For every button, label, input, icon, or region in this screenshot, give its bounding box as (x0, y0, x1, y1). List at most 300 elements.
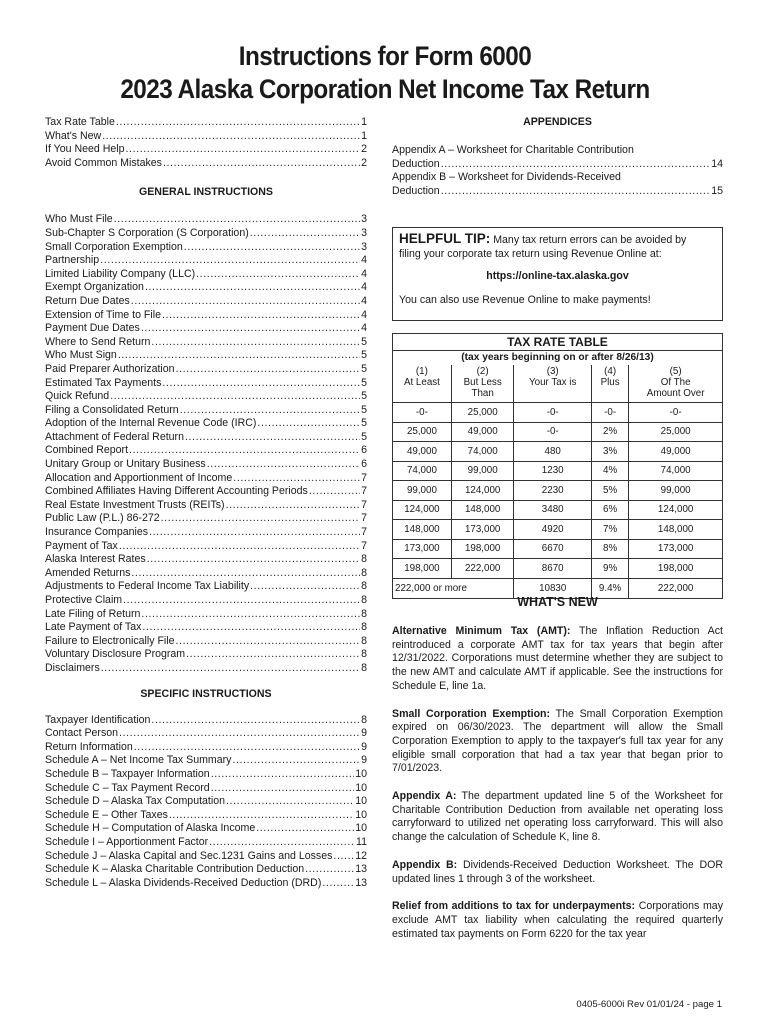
leader-dots (131, 295, 360, 309)
table-header-row (393, 365, 722, 403)
toc-entry-label: Contact Person (45, 727, 119, 740)
leader-dots (131, 567, 360, 581)
toc-entry[interactable] (45, 741, 367, 755)
toc-entry[interactable] (45, 281, 367, 295)
toc-entry[interactable] (45, 309, 367, 323)
toc-entry-page: 5 (361, 390, 367, 403)
appendices-heading: APPENDICES (523, 116, 592, 128)
table-cell: 1230 (514, 461, 591, 481)
tip-footer: You can also use Revenue Online to make payments! (399, 294, 651, 306)
table-row (393, 481, 722, 501)
table-cell: 124,000 (451, 481, 514, 501)
table-body (393, 403, 722, 598)
toc-entry-page: 4 (361, 281, 367, 294)
toc-entry-label: Combined Affiliates Having Different Accounting Periods (45, 485, 308, 498)
table-row (393, 539, 722, 559)
toc-entry[interactable] (45, 377, 367, 391)
toc-entry-page: 3 (361, 240, 367, 253)
table-cell: 198,000 (451, 539, 514, 559)
table-cell: 25,000 (393, 422, 451, 442)
title-line-1: Instructions for Form 6000 (238, 41, 532, 71)
table-cell: 49,000 (451, 422, 514, 442)
toc-entry-page: 1 (361, 116, 367, 128)
table-cell: -0- (514, 422, 591, 442)
toc-entry-page: 8 (361, 594, 367, 606)
toc-entry-label: Schedule L – Alaska Dividends-Received Deduction (DRD) (45, 876, 322, 889)
toc-entry[interactable] (45, 213, 367, 227)
leader-dots (186, 648, 360, 662)
leader-dots (116, 116, 360, 130)
revenue-online-link[interactable]: https://online-tax.alaska.gov (486, 270, 629, 282)
table-cell: 99,000 (451, 461, 514, 481)
toc-entry-page: 3 (361, 213, 367, 226)
toc-entry-label: Who Must File (45, 213, 113, 226)
toc-entry-page: 7 (361, 485, 367, 498)
table-cell: 5% (591, 481, 628, 501)
table-row (393, 422, 722, 442)
table-of-contents (45, 116, 367, 890)
table-row (393, 500, 722, 520)
table-cell: 148,000 (393, 520, 451, 540)
table-cell: 25,000 (451, 403, 514, 423)
table-cell: 25,000 (629, 422, 722, 442)
toc-entry-page: 7 (361, 512, 367, 525)
toc-entry-page: 5 (361, 403, 367, 416)
toc-entry[interactable] (45, 472, 367, 486)
toc-entry-page: 13 (355, 863, 367, 876)
toc-entry-page: 7 (361, 498, 367, 511)
toc-entry[interactable] (45, 363, 367, 377)
whats-new-paragraph (392, 859, 723, 886)
whats-new-paragraph (392, 708, 723, 777)
toc-entry-page: 5 (361, 376, 367, 389)
toc-entry-label: Tax Rate Table (45, 116, 115, 128)
appendix-b-page: 15 (711, 184, 723, 197)
toc-entry-label: Attachment of Federal Return (45, 430, 184, 443)
toc-entry-page: 4 (361, 322, 367, 335)
leader-dots (196, 268, 360, 282)
toc-entry[interactable] (45, 782, 367, 796)
toc-entry-label: Schedule D – Alaska Tax Computation (45, 795, 226, 808)
toc-entry-page: 3 (361, 226, 367, 239)
tip-text-2: filing your corporate tax return using Revenue Online at: (399, 248, 662, 260)
toc-entry-page: 4 (361, 267, 367, 280)
toc-entry[interactable] (45, 512, 367, 526)
paragraph-text: Corporations may exclude AMT tax liability when calculating the required quarterly estimated tax payments on Form 6220 for the tax year (392, 900, 723, 940)
column-header: (1) At Least (393, 365, 451, 403)
toc-entry-page: 8 (361, 713, 367, 726)
toc-entry[interactable] (45, 567, 367, 581)
toc-entry-page: 1 (361, 129, 367, 142)
toc-entry-page: 8 (361, 621, 367, 634)
toc-entry[interactable] (45, 580, 367, 594)
toc-entry[interactable] (45, 268, 367, 282)
toc-entry-page: 10 (355, 781, 367, 794)
whats-new-paragraph (392, 790, 723, 845)
toc-entry-label: Where to Send Return (45, 335, 151, 348)
toc-entry-label: If You Need Help (45, 143, 125, 156)
toc-entry-label: Estimated Tax Payments (45, 376, 162, 389)
toc-entry[interactable] (45, 648, 367, 662)
toc-entry[interactable] (45, 836, 367, 850)
whats-new-heading: WHAT'S NEW (517, 595, 598, 609)
table-cell: 74,000 (451, 442, 514, 462)
toc-entry[interactable] (45, 594, 367, 608)
toc-entry-page: 10 (355, 795, 367, 808)
toc-entry-page: 13 (355, 876, 367, 889)
toc-entry[interactable] (45, 850, 367, 864)
whats-new-section (392, 595, 723, 955)
toc-entry-page: 2 (361, 156, 367, 169)
paragraph-lead: Small Corporation Exemption: (392, 707, 551, 720)
leader-dots (126, 143, 361, 157)
toc-entry-label: Return Information (45, 740, 133, 753)
toc-entry[interactable] (45, 822, 367, 836)
tax-rate-grid (393, 365, 722, 598)
toc-entry-page: 9 (361, 740, 367, 753)
leader-dots (114, 213, 360, 227)
toc-entry[interactable] (45, 254, 367, 268)
tax-rate-table-title: TAX RATE TABLE (393, 334, 722, 351)
leader-dots (305, 863, 354, 877)
toc-entry-label: Schedule K – Alaska Charitable Contribution Deduction (45, 863, 305, 876)
toc-entry[interactable] (45, 714, 367, 728)
toc-entry-page: 2 (361, 143, 367, 156)
toc-entry-page: 11 (356, 835, 367, 848)
toc-entry-label: Payment Due Dates (45, 322, 140, 335)
toc-entry-label: Adjustments to Federal Income Tax Liability (45, 580, 250, 593)
table-cell: 198,000 (393, 559, 451, 579)
table-cell: 49,000 (393, 442, 451, 462)
leader-dots (257, 417, 360, 431)
toc-entry-page: 4 (361, 294, 367, 307)
table-cell: 4920 (514, 520, 591, 540)
table-cell: 99,000 (393, 481, 451, 501)
toc-entry-page: 8 (361, 661, 367, 674)
leader-dots (184, 241, 360, 255)
toc-entry[interactable] (45, 662, 367, 676)
toc-entry-label: Schedule E – Other Taxes (45, 808, 168, 821)
leader-dots (129, 444, 360, 458)
toc-entry-label: Limited Liability Company (LLC) (45, 267, 196, 280)
tip-text-1: Many tax return errors can be avoided by (493, 234, 687, 246)
leader-dots (169, 809, 354, 823)
table-cell: -0- (629, 403, 722, 423)
toc-entry-label: Schedule B – Taxpayer Information (45, 767, 210, 780)
toc-specific-list (45, 714, 367, 891)
table-cell: 222,000 or more (393, 578, 514, 598)
leader-dots (163, 157, 360, 171)
appendix-b-label: Deduction (392, 184, 440, 197)
toc-entry-label: Late Filing of Return (45, 607, 141, 620)
table-cell: -0- (591, 403, 628, 423)
toc-entry-label: Partnership (45, 254, 100, 267)
toc-entry-label: Schedule I – Apportionment Factor (45, 835, 209, 848)
toc-entry-page: 7 (361, 526, 367, 539)
leader-dots (119, 540, 360, 554)
leader-dots (151, 714, 360, 728)
toc-top-list (45, 116, 367, 170)
toc-entry-label: Exempt Organization (45, 281, 144, 294)
leader-dots (441, 185, 711, 199)
table-cell: 99,000 (629, 481, 722, 501)
toc-entry-page: 10 (355, 808, 367, 821)
leader-dots (161, 512, 360, 526)
leader-dots (149, 526, 360, 540)
table-cell: 480 (514, 442, 591, 462)
toc-entry-page: 5 (361, 417, 367, 430)
toc-entry-label: Disclaimers (45, 661, 100, 674)
toc-entry-label: Voluntary Disclosure Program (45, 648, 186, 661)
leader-dots (207, 458, 360, 472)
toc-entry[interactable] (45, 877, 367, 891)
toc-entry-label: Quick Refund (45, 390, 110, 403)
toc-entry-label: Allocation and Apportionment of Income (45, 471, 233, 484)
leader-dots (180, 404, 360, 418)
leader-dots (118, 349, 360, 363)
toc-entry-page: 4 (361, 254, 367, 267)
appendix-a-entry (392, 158, 723, 172)
toc-entry-label: Return Due Dates (45, 294, 130, 307)
leader-dots (209, 836, 355, 850)
leader-dots (100, 254, 360, 268)
toc-entry[interactable] (45, 621, 367, 635)
table-cell: -0- (514, 403, 591, 423)
toc-entry-label: Amended Returns (45, 566, 131, 579)
page-footer: 0405-6000i Rev 01/01/24 - page 1 (576, 999, 722, 1010)
leader-dots (101, 662, 360, 676)
toc-entry-label: Avoid Common Mistakes (45, 156, 162, 169)
table-cell: 6% (591, 500, 628, 520)
toc-entry-label: Extension of Time to File (45, 308, 161, 321)
leader-dots (226, 795, 354, 809)
table-cell: 10830 (514, 578, 591, 598)
toc-entry[interactable] (45, 540, 367, 554)
paragraph-lead: Relief from additions to tax for underpayments: (392, 900, 636, 913)
toc-entry[interactable] (45, 417, 367, 431)
whats-new-paragraph (392, 900, 723, 941)
paragraph-lead: Appendix A: (392, 790, 457, 803)
table-cell: 49,000 (629, 442, 722, 462)
column-header: (4) Plus (591, 365, 628, 403)
table-cell: 9.4% (591, 578, 628, 598)
toc-entry-page: 10 (355, 767, 367, 780)
toc-entry[interactable] (45, 295, 367, 309)
paragraph-text: Dividends-Received Deduction Worksheet. The DOR updated lines 1 through 3 of the worksheet. (392, 858, 723, 885)
leader-dots (250, 580, 360, 594)
table-cell: 74,000 (629, 461, 722, 481)
toc-entry-label: Unitary Group or Unitary Business (45, 458, 206, 471)
toc-entry-page: 7 (361, 471, 367, 484)
title-line-2: 2023 Alaska Corporation Net Income Tax Return (120, 74, 650, 104)
leader-dots (142, 621, 360, 635)
toc-entry-page: 7 (361, 539, 367, 552)
toc-entry-label: Combined Report (45, 444, 129, 457)
toc-entry-label: Schedule H – Computation of Alaska Income (45, 822, 256, 835)
toc-entry[interactable] (45, 809, 367, 823)
toc-entry-label: Who Must Sign (45, 349, 117, 362)
toc-entry[interactable] (45, 499, 367, 513)
toc-entry-label: Schedule J – Alaska Capital and Sec.1231 Gains and Losses (45, 849, 333, 862)
toc-entry[interactable] (45, 458, 367, 472)
toc-entry[interactable] (45, 444, 367, 458)
toc-entry-label: Failure to Electronically File (45, 634, 175, 647)
toc-entry-page: 5 (361, 335, 367, 348)
toc-entry-page: 6 (361, 458, 367, 471)
toc-general-list (45, 213, 367, 675)
toc-entry-label: Alaska Interest Rates (45, 553, 146, 566)
table-cell: 173,000 (451, 520, 514, 540)
leader-dots (110, 390, 360, 404)
table-cell: 124,000 (393, 500, 451, 520)
table-row (393, 442, 722, 462)
leader-dots (147, 553, 360, 567)
toc-entry[interactable] (45, 116, 367, 130)
table-row (393, 461, 722, 481)
toc-entry-label: Real Estate Investment Trusts (REITs) (45, 498, 225, 511)
leader-dots (141, 608, 360, 622)
appendix-a-label: Deduction (392, 157, 440, 170)
toc-entry[interactable] (45, 143, 367, 157)
toc-entry[interactable] (45, 754, 367, 768)
toc-entry-page: 4 (361, 308, 367, 321)
specific-instructions-heading: SPECIFIC INSTRUCTIONS (140, 687, 272, 700)
toc-entry-page: 8 (361, 634, 367, 647)
toc-entry[interactable] (45, 390, 367, 404)
table-cell: 74,000 (393, 461, 451, 481)
column-header: (5) Of The Amount Over (629, 365, 722, 403)
toc-entry[interactable] (45, 635, 367, 649)
table-row (393, 559, 722, 579)
toc-entry-label: Adoption of the Internal Revenue Code (IRC) (45, 417, 257, 430)
toc-entry[interactable] (45, 404, 367, 418)
toc-entry[interactable] (45, 795, 367, 809)
toc-entry-page: 5 (361, 430, 367, 443)
table-cell: 6670 (514, 539, 591, 559)
toc-entry-page: 8 (361, 580, 367, 593)
leader-dots (333, 850, 354, 864)
appendix-a-line-1: Appendix A – Worksheet for Charitable Contribution (392, 144, 634, 156)
leader-dots (211, 782, 355, 796)
leader-dots (176, 363, 361, 377)
toc-entry[interactable] (45, 227, 367, 241)
toc-entry-label: Small Corporation Exemption (45, 240, 183, 253)
leader-dots (250, 227, 360, 241)
leader-dots (162, 377, 360, 391)
toc-entry[interactable] (45, 768, 367, 782)
table-cell: 222,000 (629, 578, 722, 598)
table-cell: 148,000 (451, 500, 514, 520)
table-cell: 7% (591, 520, 628, 540)
whats-new-items (392, 625, 723, 941)
paragraph-text: The Small Corporation Exemption expired on 06/30/2023. The department will allow the Small Corporation Exemption to apply to the taxpayer's full tax year for any eligible small corporation that had a tax year that began prior to 7/01/2023. (392, 707, 724, 775)
tax-rate-table (392, 333, 723, 599)
leader-dots (309, 485, 360, 499)
toc-entry[interactable] (45, 322, 367, 336)
table-cell: 198,000 (629, 559, 722, 579)
leader-dots (233, 472, 360, 486)
table-cell: 222,000 (451, 559, 514, 579)
toc-entry-label: Schedule C – Tax Payment Record (45, 781, 210, 794)
toc-entry[interactable] (45, 553, 367, 567)
table-row (393, 520, 722, 540)
table-cell: 3480 (514, 500, 591, 520)
toc-entry-page: 12 (355, 849, 367, 862)
toc-entry-page: 9 (361, 727, 367, 740)
table-cell: 3% (591, 442, 628, 462)
column-header: (2) But Less Than (451, 365, 514, 403)
toc-entry[interactable] (45, 485, 367, 499)
table-cell: 2% (591, 422, 628, 442)
tax-rate-table-subtitle: (tax years beginning on or after 8/26/13) (461, 352, 654, 363)
table-cell: 9% (591, 559, 628, 579)
appendices (392, 116, 723, 198)
toc-entry[interactable] (45, 157, 367, 171)
toc-entry-label: Public Law (P.L.) 86-272 (45, 512, 160, 525)
column-header: (3) Your Tax is (514, 365, 591, 403)
toc-entry-page: 8 (361, 648, 367, 661)
page-title (39, 40, 732, 106)
toc-entry[interactable] (45, 727, 367, 741)
toc-entry-label: Sub-Chapter S Corporation (S Corporation) (45, 226, 249, 239)
toc-entry[interactable] (45, 349, 367, 363)
toc-entry-page: 5 (361, 349, 367, 362)
toc-entry[interactable] (45, 526, 367, 540)
table-cell: 8670 (514, 559, 591, 579)
leader-dots (226, 499, 361, 513)
tip-heading: HELPFUL TIP: (399, 231, 491, 246)
toc-entry[interactable] (45, 336, 367, 350)
toc-entry-label: Protective Claim (45, 594, 123, 606)
toc-entry-label: Late Payment of Tax (45, 621, 142, 634)
leader-dots (441, 158, 711, 172)
table-cell: 173,000 (629, 539, 722, 559)
leader-dots (102, 130, 360, 144)
toc-entry[interactable] (45, 608, 367, 622)
toc-entry-label: Schedule A – Net Income Tax Summary (45, 754, 232, 767)
general-instructions-heading: GENERAL INSTRUCTIONS (139, 186, 273, 199)
toc-entry-label: Insurance Companies (45, 526, 149, 539)
leader-dots (185, 431, 360, 445)
leader-dots (145, 281, 360, 295)
table-cell: 173,000 (393, 539, 451, 559)
toc-entry[interactable] (45, 863, 367, 877)
toc-entry-page: 9 (361, 754, 367, 767)
appendix-b-line-1: Appendix B – Worksheet for Dividends-Received (392, 171, 621, 184)
table-cell: -0- (393, 403, 451, 423)
leader-dots (162, 309, 360, 323)
leader-dots (151, 336, 360, 350)
appendix-b-entry (392, 185, 723, 199)
toc-entry-label: Filing a Consolidated Return (45, 403, 179, 416)
leader-dots (256, 822, 354, 836)
toc-entry[interactable] (45, 130, 367, 144)
toc-entry-page: 8 (361, 553, 367, 566)
toc-entry-page: 10 (355, 822, 367, 835)
leader-dots (232, 754, 360, 768)
leader-dots (211, 768, 355, 782)
toc-entry[interactable] (45, 241, 367, 255)
helpful-tip-box (392, 227, 723, 321)
table-row (393, 403, 722, 423)
toc-entry-label: Taxpayer Identification (45, 713, 151, 726)
table-cell: 2230 (514, 481, 591, 501)
leader-dots (119, 727, 360, 741)
table-cell: 8% (591, 539, 628, 559)
toc-entry[interactable] (45, 431, 367, 445)
toc-entry-page: 8 (361, 566, 367, 579)
toc-entry-page: 6 (361, 444, 367, 457)
